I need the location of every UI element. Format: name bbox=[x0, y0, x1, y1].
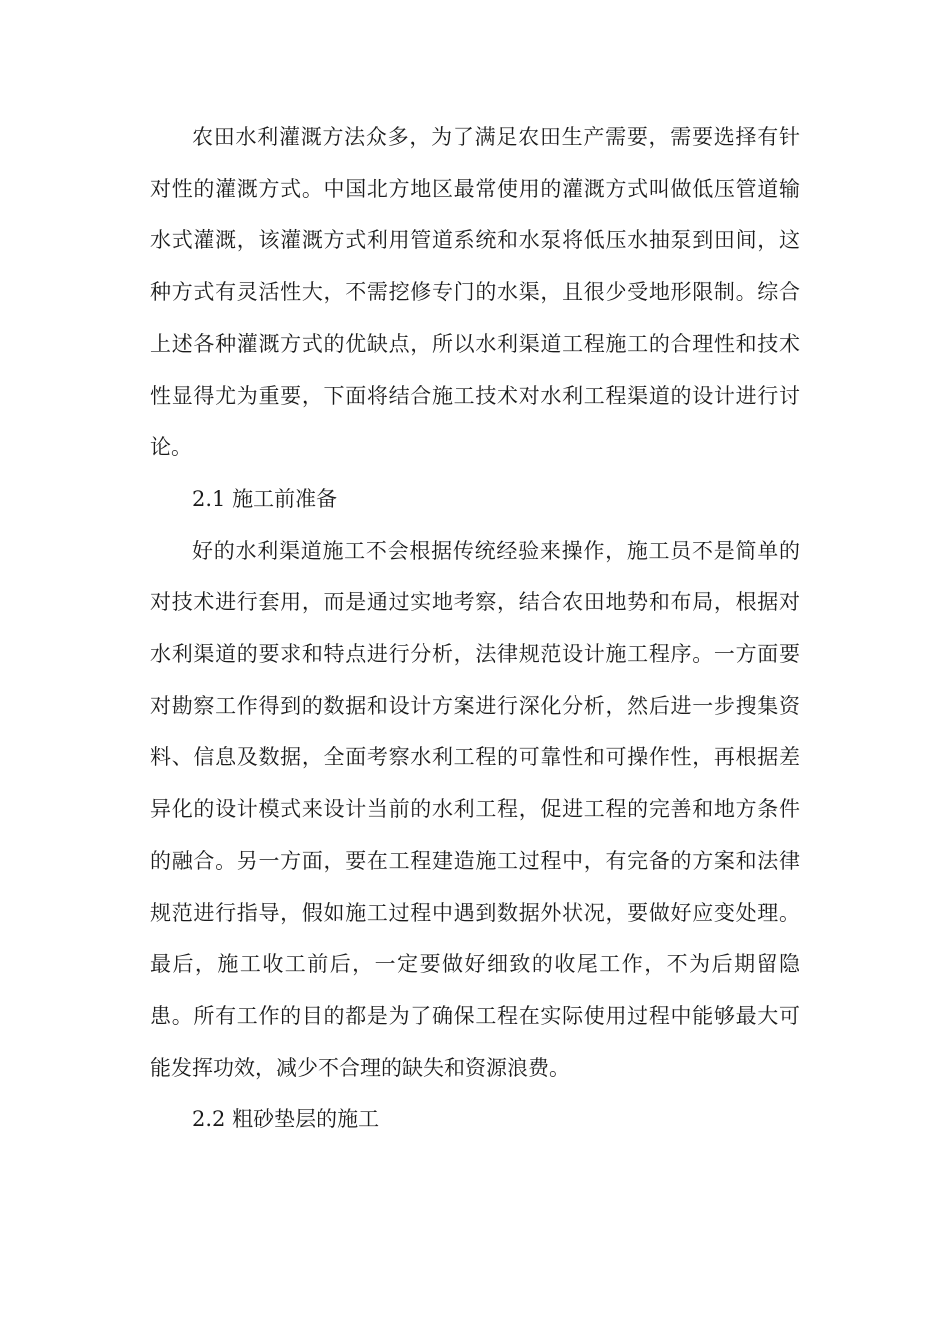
preparation-paragraph: 好的水利渠道施工不会根据传统经验来操作，施工员不是简单的对技术进行套用，而是通过实地考察，结合农田地势和布局，根据对水利渠道的要求和特点进行分析，法律规范设计施工程序。一方面要对勘察工作得到的数据和设计方案进行深化分析，然后进一步搜集资料、信息及数据，全面考察水利工程的可靠性和可操作性，再根据差异化的设计模式来设计当前的水利工程，促进工程的完善和地方条件的融合。另一方面，要在工程建造施工过程中，有完备的方案和法律规范进行指导，假如施工过程中遇到数据外状况，要做好应变处理。最后，施工收工前后，一定要做好细致的收尾工作，不为后期留隐患。所有工作的目的都是为了确保工程在实际使用过程中能够最大可能发挥功效，减少不合理的缺失和资源浪费。 bbox=[150, 538, 800, 1080]
section-heading-2-2: 2.2 粗砂垫层的施工 bbox=[192, 1107, 380, 1132]
intro-paragraph: 农田水利灌溉方法众多，为了满足农田生产需要，需要选择有针对性的灌溉方式。中国北方地区最常使用的灌溉方式叫做低压管道输水式灌溉，该灌溉方式利用管道系统和水泵将低压水抽泵到田间，这种方式有灵活性大，不需挖修专门的水渠，且很少受地形限制。综合上述各种灌溉方式的优缺点，所以水利渠道工程施工的合理性和技术性显得尤为重要，下面将结合施工技术对水利工程渠道的设计进行讨论。 bbox=[150, 125, 800, 460]
section-heading-2-1: 2.1 施工前准备 bbox=[192, 486, 338, 511]
document-page bbox=[150, 112, 800, 1146]
